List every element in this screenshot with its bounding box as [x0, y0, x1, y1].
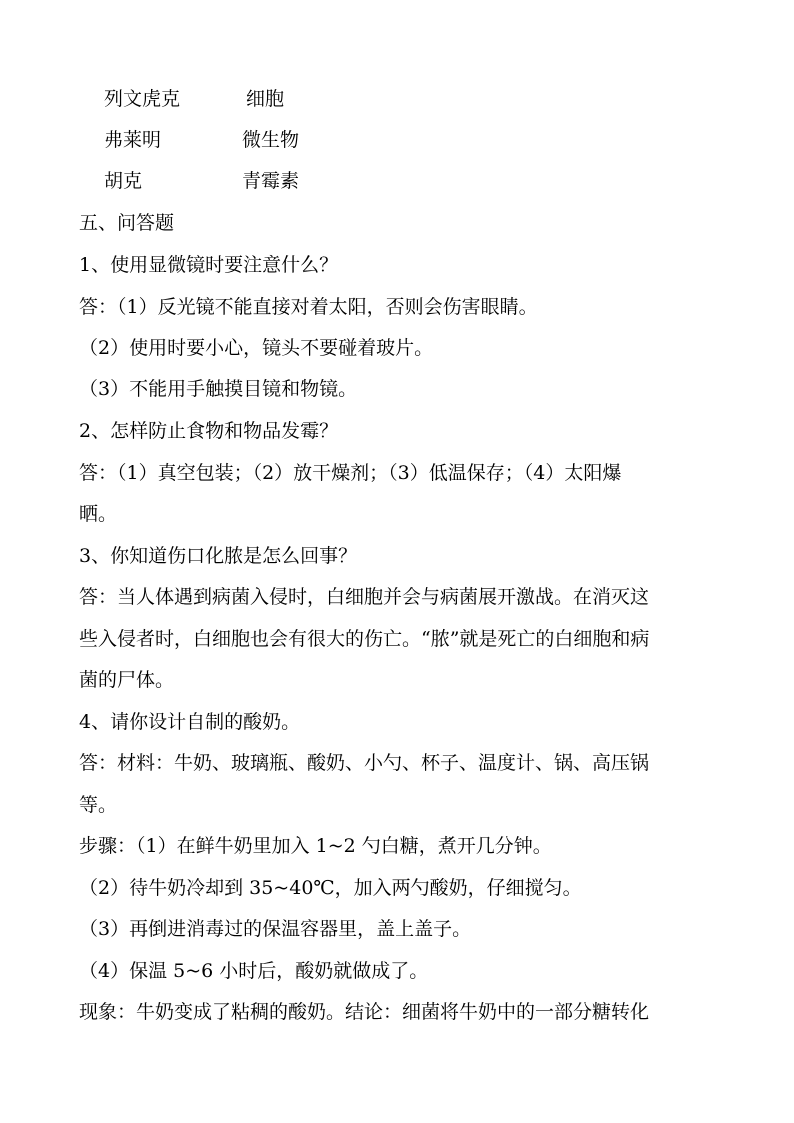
q4-question: 4、请你设计自制的酸奶。	[79, 711, 301, 733]
q3-question: 3、你知道伤口化脓是怎么回事？	[79, 545, 358, 567]
section-title: 五、问答题	[79, 212, 175, 234]
q4-answer-1: 答：材料：牛奶、玻璃瓶、酸奶、小勺、杯子、温度计、锅、高压锅	[79, 752, 650, 774]
q4-step-4: （4）保温 5~6 小时后，酸奶就做成了。	[79, 960, 429, 982]
match-left-2: 弗莱明	[104, 129, 162, 151]
match-left-3: 胡克	[104, 170, 143, 192]
q3-answer-3: 菌的尸体。	[79, 669, 175, 691]
q4-step-1: 步骤：（1）在鲜牛奶里加入 1~2 勺白糖，煮开几分钟。	[79, 835, 552, 857]
q4-step-2: （2）待牛奶冷却到 35~40℃，加入两勺酸奶，仔细搅匀。	[79, 877, 582, 899]
q3-answer-1: 答：当人体遇到病菌入侵时，白细胞并会与病菌展开激战。在消灭这	[79, 586, 650, 608]
q1-answer-2: （2）使用时要小心，镜头不要碰着玻片。	[79, 337, 434, 359]
match-right-3: 青霉素	[242, 170, 300, 192]
q3-answer-2: 些入侵者时，白细胞也会有很大的伤亡。“脓”就是死亡的白细胞和病	[79, 628, 650, 650]
q4-result: 现象：牛奶变成了粘稠的酸奶。结论：细菌将牛奶中的一部分糖转化	[79, 1001, 650, 1023]
q1-answer-1: 答：（1）反光镜不能直接对着太阳，否则会伤害眼睛。	[79, 296, 538, 318]
match-left-1: 列文虎克	[104, 88, 181, 110]
q2-answer-1: 答：（1）真空包装；（2）放干燥剂；（3）低温保存；（4）太阳爆	[79, 462, 622, 484]
q1-question: 1、使用显微镜时要注意什么？	[79, 254, 339, 276]
match-right-2: 微生物	[242, 129, 300, 151]
q2-question: 2、怎样防止食物和物品发霉？	[79, 420, 339, 442]
q2-answer-2: 晒。	[79, 503, 118, 525]
q1-answer-3: （3）不能用手触摸目镜和物镜。	[79, 378, 358, 400]
q4-step-3: （3）再倒进消毒过的保温容器里，盖上盖子。	[79, 918, 472, 940]
match-right-1: 细胞	[246, 88, 285, 110]
q4-answer-2: 等。	[79, 794, 118, 816]
